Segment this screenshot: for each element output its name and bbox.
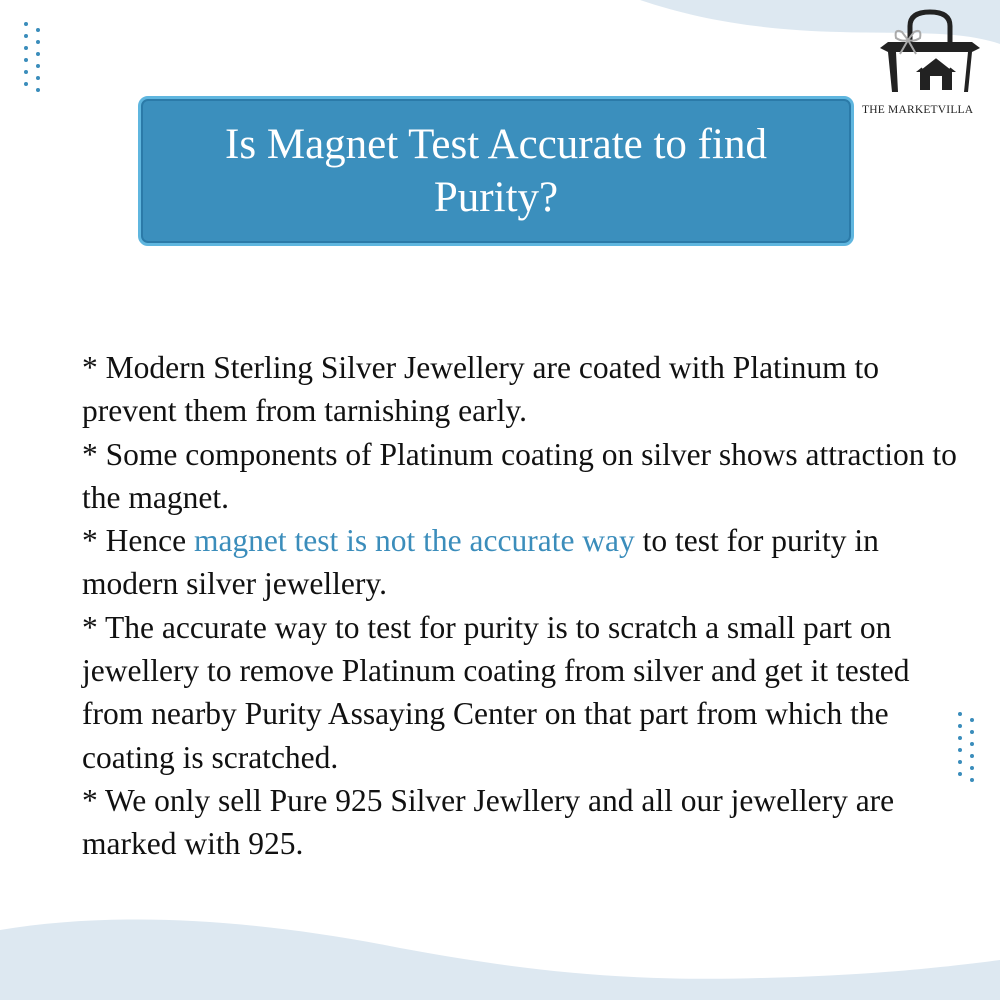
brand-logo	[862, 8, 1000, 118]
brand-name: THE MARKETVILLA	[862, 104, 974, 116]
title-banner	[138, 96, 854, 246]
paragraph-magnet-attraction: * Some components of Platinum coating on silver shows attraction to the magnet.	[82, 436, 957, 515]
highlight-text: magnet test is not the accurate way	[193, 523, 635, 559]
paragraph-magnet-test	[82, 519, 962, 606]
dot-pattern-top-left	[24, 22, 48, 102]
paragraph-platinum-coating: * Modern Sterling Silver Jewellery are coated with Platinum to prevent them from tarnishing early.	[82, 350, 879, 429]
info-content	[82, 346, 962, 866]
page-title: Is Magnet Test Accurate to find Purity?	[225, 121, 767, 221]
bottom-wave-decoration	[0, 890, 1000, 1000]
paragraph-accurate-method: * The accurate way to test for purity is to scratch a small part on jewellery to remove Platinum coating from silver and get it tested from nearby Purity Assaying Center on that part from which the coating is scratched.	[82, 609, 910, 775]
paragraph-925-silver: * We only sell Pure 925 Silver Jewllery and all our jewellery are marked with 925.	[82, 782, 895, 862]
text-prefix: * Hence	[82, 523, 194, 559]
text-suffix: to test for purity in modern silver jewellery.	[82, 523, 879, 602]
shopping-bag-house-icon	[872, 8, 992, 100]
